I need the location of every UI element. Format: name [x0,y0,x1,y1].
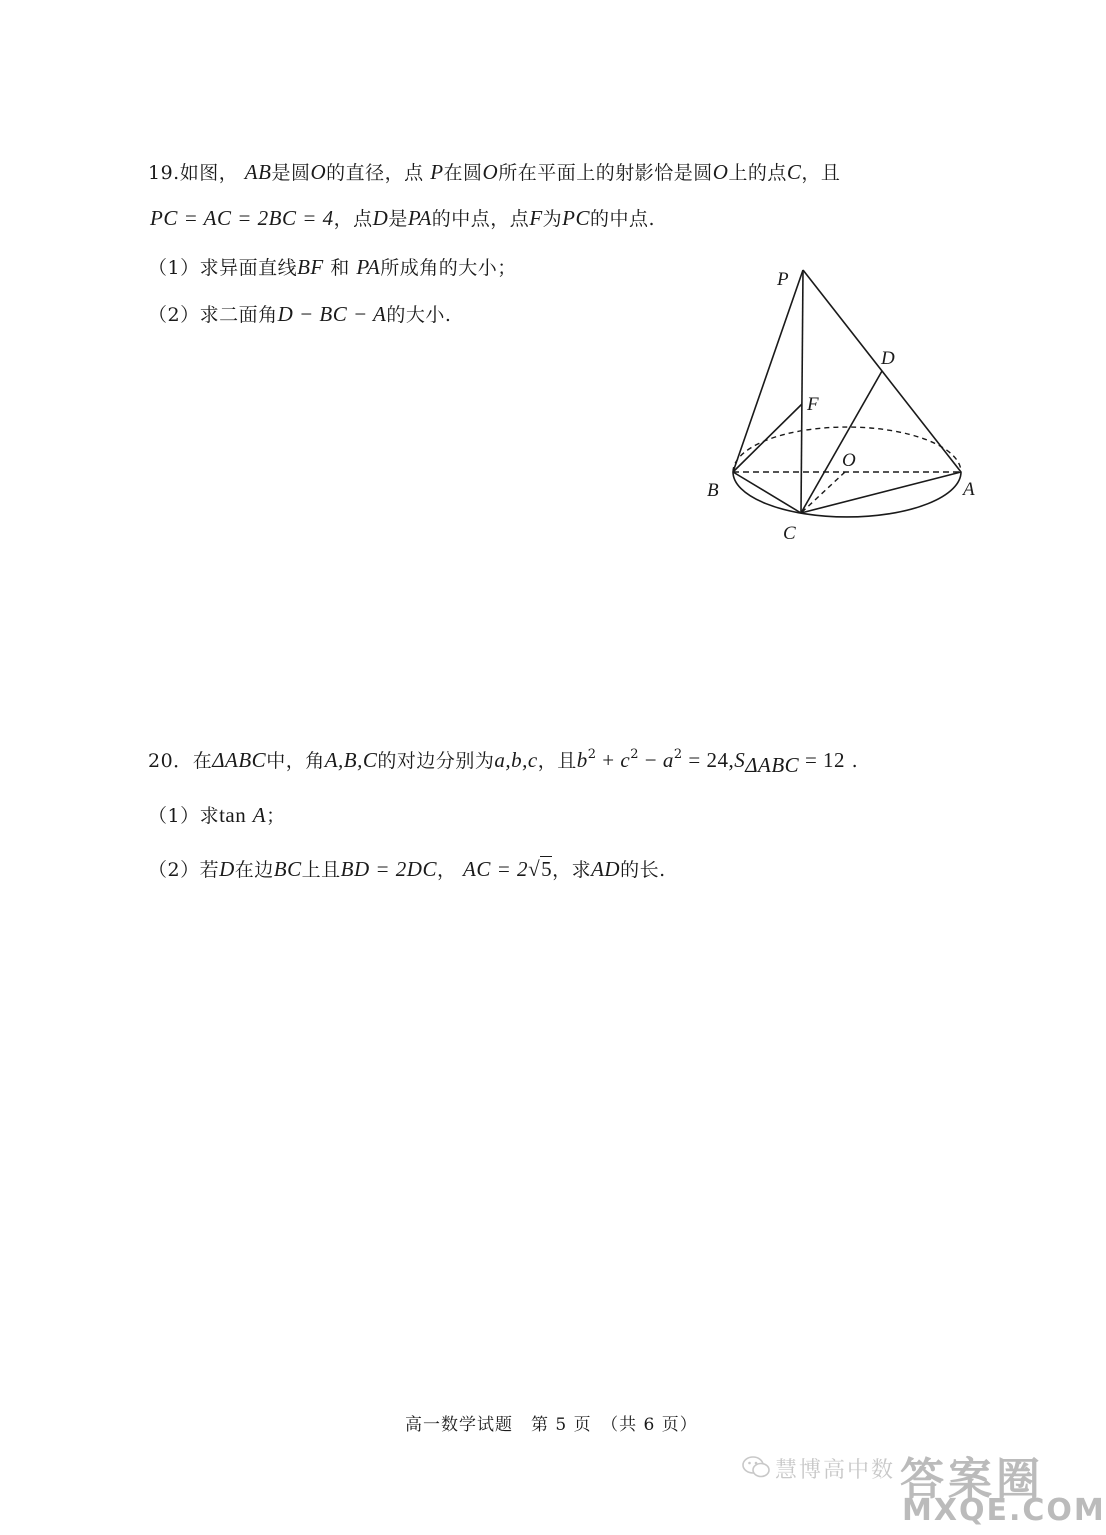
watermark-logo-bottom: MXQE.COM [902,1493,1106,1528]
segment-pc [801,270,803,513]
geometry-figure [695,258,995,548]
label-f: F [807,394,819,415]
label-d: D [881,348,895,369]
label-b: B [707,480,719,501]
q20-part1: （1）求tan A； [148,803,286,827]
q19-line2: PC = AC = 2BC = 4，点D是PA的中点，点F为PC的中点. [150,206,656,230]
segment-bc [733,472,801,513]
q20-part2: （2）若D在边BC上且BD = 2DC， AC = 2√5，求AD的长. [148,857,666,881]
q19-line1: 19.如图， AB是圆O的直径，点 P在圆O所在平面上的射影恰是圆O上的点C，且 [148,160,841,184]
watermark-logo [900,1443,1106,1531]
label-c: C [783,523,796,544]
segment-ca [801,472,961,513]
segment-pb [733,270,803,472]
base-circle-front [733,472,961,517]
label-p: P [777,269,789,290]
segment-bf [733,404,802,472]
label-a: A [963,479,975,500]
q19-part1: （1）求异面直线BF 和 PA所成角的大小； [148,255,517,279]
watermark-account: 慧博高中数 [775,1458,896,1483]
page-footer: 高一数学试题 第 5 页 （共 6 页） [405,1415,698,1435]
segment-dc [801,371,882,513]
q20-line1: 20．在ΔABC中，角A,B,C的对边分别为a,b,c，且$b^2 + c^2 - a^2 = 24,S_{\Delta ABC} = 12$ . [148,747,859,777]
wechat-icon [742,1455,770,1479]
q19-part2: （2）求二面角D − BC − A的大小. [148,302,452,326]
label-o: O [842,450,856,471]
watermark-logo-top: 答案圈 [900,1454,1044,1505]
